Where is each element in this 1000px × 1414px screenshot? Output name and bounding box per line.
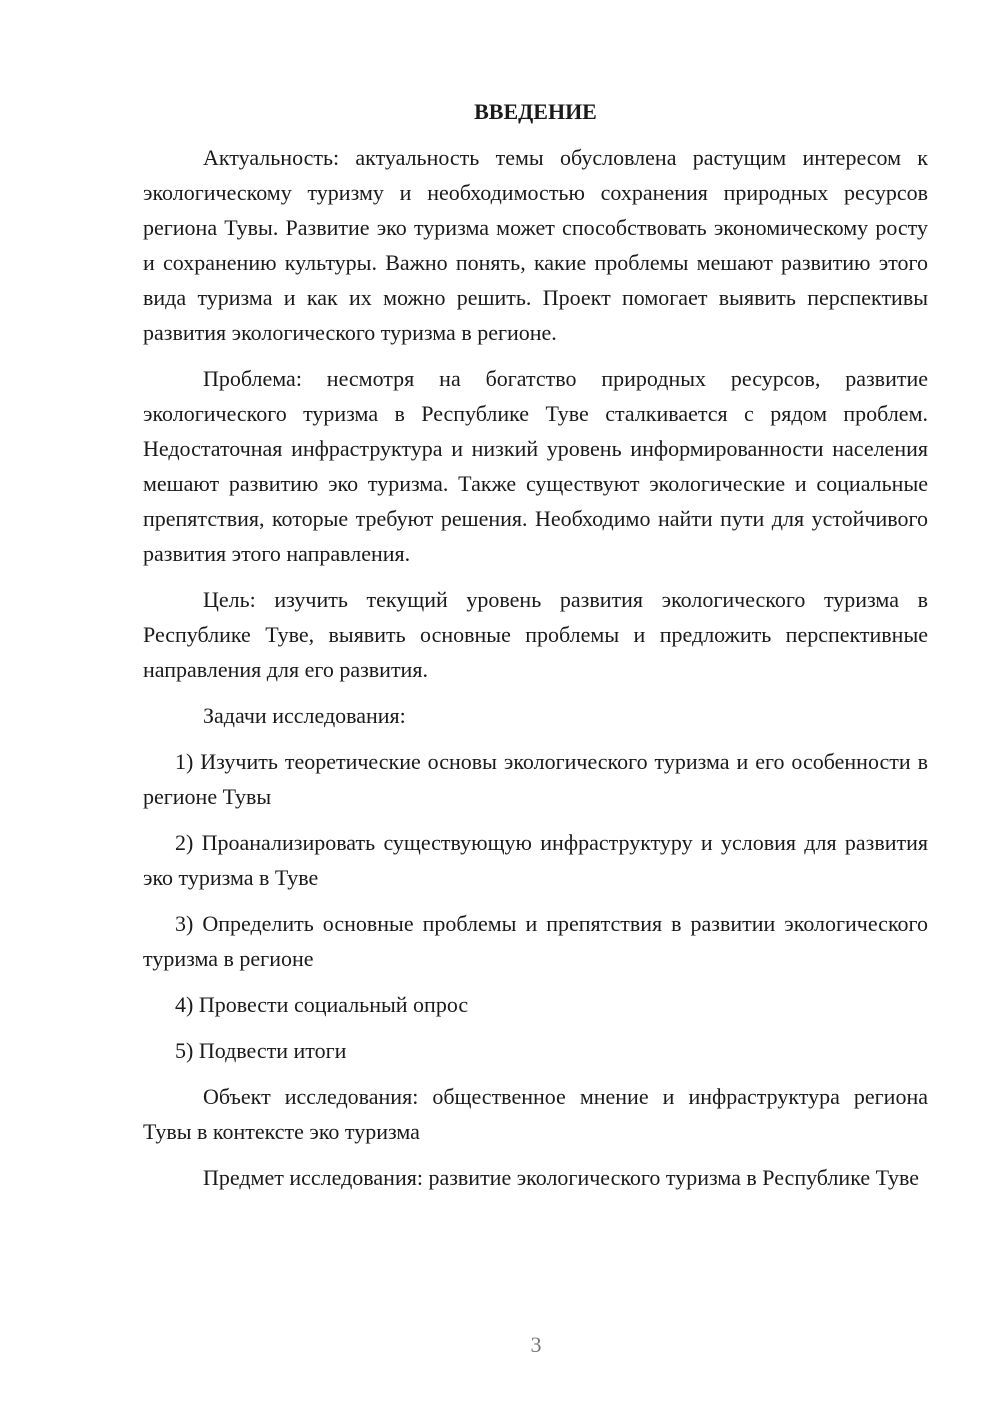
task-item-3: 3) Определить основные проблемы и препятствия в развитии экологического туризма в регионе: [143, 911, 928, 971]
goal-paragraph: Цель: изучить текущий уровень развития экологического туризма в Республике Туве, выявить основные проблемы и предложить перспективные направления для его развития.: [143, 587, 928, 682]
task-item-5: 5) Подвести итоги: [175, 1038, 347, 1063]
task-item-4: 4) Провести социальный опрос: [175, 992, 469, 1017]
relevance-paragraph: Актуальность: актуальность темы обусловлена растущим интересом к экологическому туризму и необходимостью сохранения природных ресурсов региона Тувы. Развитие эко туризма может способствовать экономическому росту и сохранению культуры. Важно понять, какие проблемы мешают развитию этого вида туризма и как их можно решить. Проект помогает выявить перспективы развития экологического туризма в регионе.: [143, 145, 928, 345]
section-title: ВВЕДЕНИЕ: [474, 99, 597, 124]
task-item-1: 1) Изучить теоретические основы экологического туризма и его особенности в регионе Тувы: [143, 749, 928, 809]
problem-paragraph: Проблема: несмотря на богатство природных ресурсов, развитие экологического туризма в Республике Туве сталкивается с рядом проблем. Недостаточная инфраструктура и низкий уровень информированности населения мешают развитию эко туризма. Также существуют экологические и социальные препятствия, которые требуют решения. Необходимо найти пути для устойчивого развития этого направления.: [143, 366, 928, 566]
tasks-heading: Задачи исследования:: [203, 703, 406, 728]
page-number: 3: [530, 1332, 542, 1357]
document-page: [143, 94, 928, 1206]
research-object-paragraph: Объект исследования: общественное мнение и инфраструктура региона Тувы в контексте эко туризма: [143, 1084, 928, 1144]
research-subject-paragraph: Предмет исследования: развитие экологического туризма в Республике Туве: [203, 1165, 919, 1190]
task-item-2: 2) Проанализировать существующую инфраструктуру и условия для развития эко туризма в Туве: [143, 830, 928, 890]
